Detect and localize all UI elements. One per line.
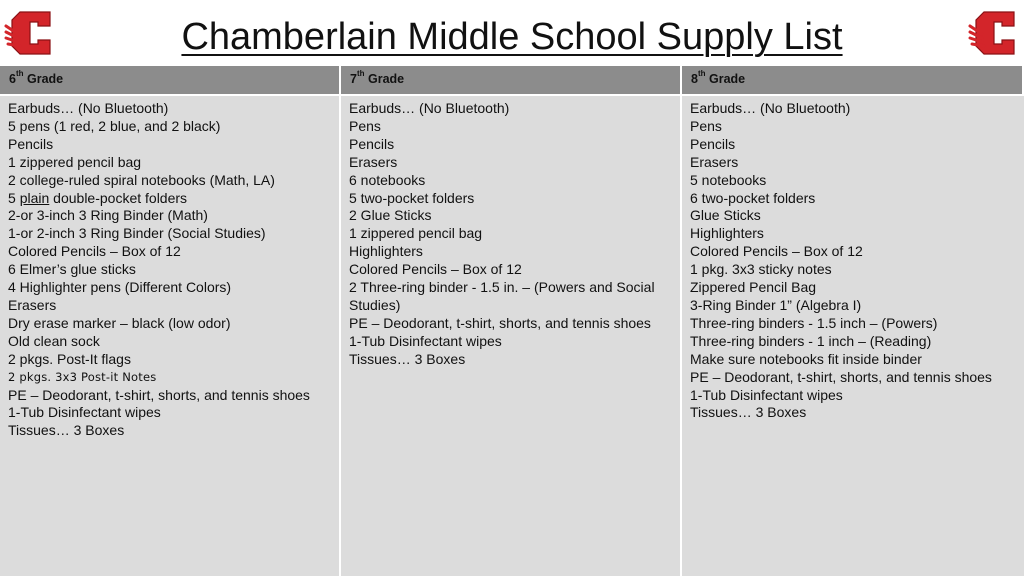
underlined-word: plain (19, 189, 50, 206)
grade-suffix: th (15, 69, 24, 78)
list-item: Pens (349, 117, 381, 134)
grade-number: 7 (350, 72, 357, 86)
list-item: Earbuds… (No Bluetooth) (8, 100, 169, 116)
list-item: Pens (690, 117, 722, 134)
header-8th-grade (682, 66, 1024, 94)
grade-suffix: th (356, 69, 365, 78)
list-item: Highlighters (690, 225, 764, 242)
list-item: Colored Pencils – Box of 12 (690, 243, 863, 260)
list-8th-grade (682, 94, 1024, 576)
list-item: 3-Ring Binder 1” (Algebra I) (690, 296, 862, 313)
grade-word: Grade (705, 72, 746, 86)
list-item: Make sure notebooks fit inside binder (690, 350, 922, 367)
list-item: Earbuds… (No Bluetooth) (690, 100, 851, 116)
list-6th-grade (0, 94, 341, 576)
list-item: Erasers (349, 153, 398, 170)
text-fragment: 5 (8, 189, 20, 206)
list-item: 1-Tub Disinfectant wipes (690, 386, 843, 403)
list-item: Pencils (349, 135, 395, 152)
list-item: 1-Tub Disinfectant wipes (8, 404, 161, 421)
list-item: 1-or 2-inch 3 Ring Binder (Social Studies) (8, 225, 266, 242)
list-item: PE – Deodorant, t-shirt, shorts, and tennis shoes (690, 368, 992, 385)
list-item: 6 two-pocket folders (690, 189, 816, 206)
page-title: Chamberlain Middle School Supply List (181, 16, 843, 58)
list-item: Tissues… 3 Boxes (349, 350, 466, 367)
list-item: Three-ring binders - 1 inch – (Reading) (690, 332, 932, 349)
list-item: 5 pens (1 red, 2 blue, and 2 black) (8, 117, 221, 134)
list-item: 2 college-ruled spiral notebooks (Math, LA) (8, 171, 275, 188)
list-item: 1 zippered pencil bag (8, 153, 142, 170)
grade-number: 8 (691, 72, 698, 86)
grade-number: 6 (9, 72, 16, 86)
list-item: 2 Three-ring binder - 1.5 in. – (Powers and Social Studies) (349, 279, 655, 313)
list-item: 5 two-pocket folders (349, 189, 475, 206)
list-item: 2 pkgs. Post-It flags (8, 350, 131, 367)
list-item: 1 zippered pencil bag (349, 225, 483, 242)
list-item: 6 notebooks (349, 171, 426, 188)
list-item: Pencils (690, 135, 736, 152)
list-item: Glue Sticks (690, 207, 761, 224)
list-item: 2 Glue Sticks (349, 207, 432, 224)
list-item: 2 pkgs. 3x3 Post-it Notes (8, 369, 157, 384)
list-item: 4 Highlighter pens (Different Colors) (8, 279, 232, 296)
list-item: PE – Deodorant, t-shirt, shorts, and tennis shoes (8, 386, 310, 403)
supply-table (0, 66, 1024, 576)
list-item: PE – Deodorant, t-shirt, shorts, and tennis shoes (349, 314, 651, 331)
list-item: Earbuds… (No Bluetooth) (349, 100, 510, 116)
list-item: Zippered Pencil Bag (690, 279, 817, 296)
list-item: Three-ring binders - 1.5 inch – (Powers) (690, 314, 938, 331)
list-item: Tissues… 3 Boxes (690, 404, 807, 421)
list-item: Tissues… 3 Boxes (8, 422, 125, 439)
list-item: 6 Elmer’s glue sticks (8, 261, 136, 278)
header-7th-grade (341, 66, 682, 94)
list-item: Erasers (8, 296, 57, 313)
list-item: Pencils (8, 135, 54, 152)
list-item: Dry erase marker – black (low odor) (8, 314, 231, 331)
list-item: Erasers (690, 153, 739, 170)
list-item: 1 pkg. 3x3 sticky notes (690, 261, 832, 278)
list-item: 1-Tub Disinfectant wipes (349, 332, 502, 349)
grade-word: Grade (23, 72, 64, 86)
grade-word: Grade (364, 72, 405, 86)
list-item: Old clean sock (8, 332, 100, 349)
list-item: Highlighters (349, 243, 423, 260)
header-6th-grade (0, 66, 341, 94)
grade-suffix: th (697, 69, 706, 78)
list-item-plain-folders (8, 190, 339, 208)
list-item: 5 notebooks (690, 171, 767, 188)
text-fragment: double-pocket folders (49, 189, 188, 206)
list-item: Colored Pencils – Box of 12 (349, 261, 522, 278)
list-item: 2-or 3-inch 3 Ring Binder (Math) (8, 207, 208, 224)
list-item: Colored Pencils – Box of 12 (8, 243, 181, 260)
list-7th-grade (341, 94, 682, 576)
